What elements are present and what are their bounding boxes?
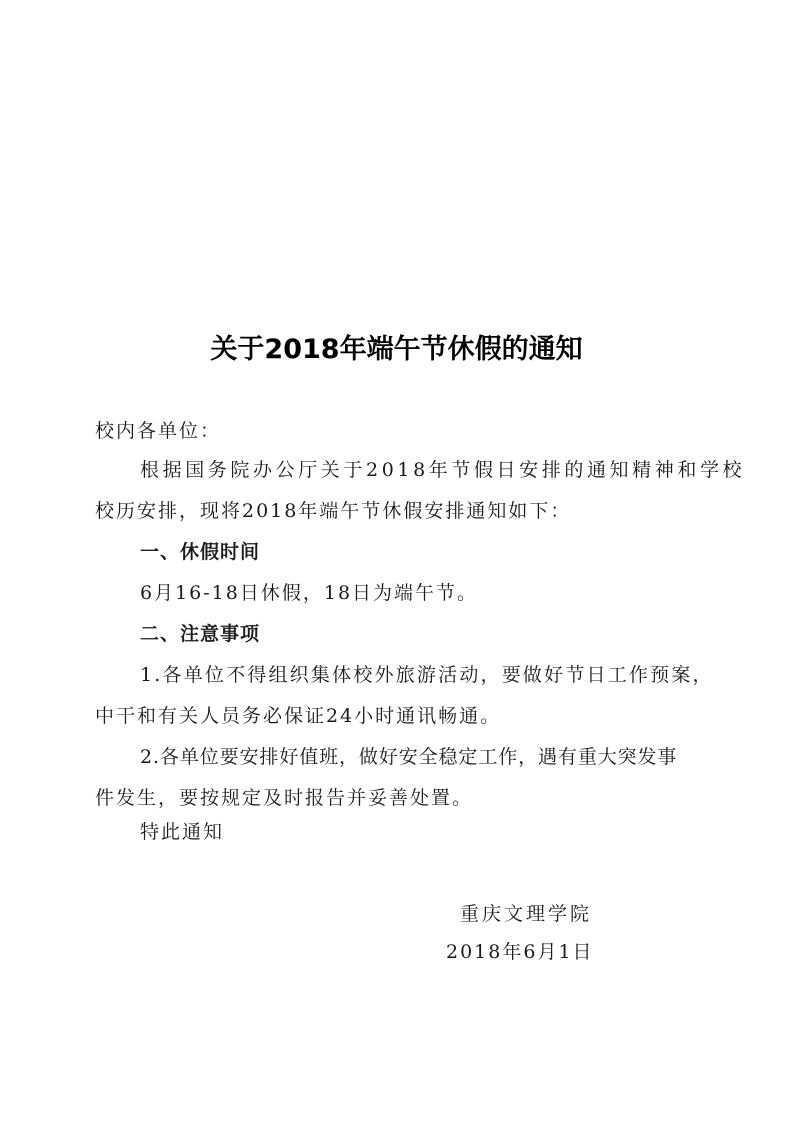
intro-paragraph-line-1: 根据国务院办公厅关于2018年节假日安排的通知精神和学校	[140, 459, 746, 481]
note-item-2-line-1: 2.各单位要安排好值班，做好安全稳定工作，遇有重大突发事	[140, 746, 678, 768]
holiday-time-text: 6月16-18日休假，18日为端午节。	[140, 582, 479, 604]
salutation: 校内各单位：	[95, 420, 222, 442]
note-item-1-line-1: 1.各单位不得组织集体校外旅游活动，要做好节日工作预案，	[140, 664, 714, 686]
signer-name: 重庆文理学院	[460, 903, 593, 925]
note-item-2-line-2: 件发生，要按规定及时报告并妥善处置。	[95, 787, 474, 809]
section-heading-holiday-time: 一、休假时间	[140, 541, 261, 563]
note-item-1-line-2: 中干和有关人员务必保证24小时通讯畅通。	[95, 705, 502, 727]
document-date: 2018年6月1日	[446, 941, 594, 963]
intro-paragraph-line-2: 校历安排，现将2018年端午节休假安排通知如下：	[95, 500, 572, 522]
closing-text: 特此通知	[140, 821, 225, 843]
document-title: 关于2018年端午节休假的通知	[210, 334, 583, 365]
section-heading-notes: 二、注意事项	[140, 623, 261, 645]
